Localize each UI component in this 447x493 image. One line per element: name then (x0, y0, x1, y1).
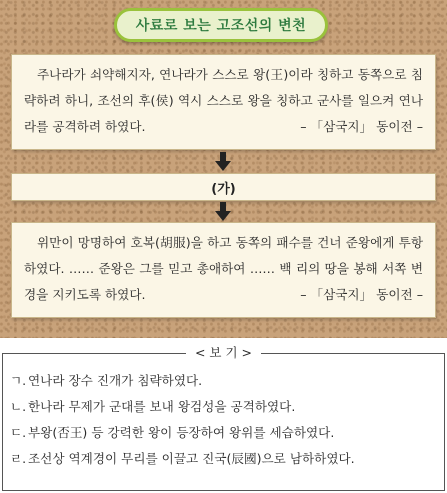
source-1-body: 주나라가 쇠약해지자, 연나라가 스스로 왕(王)이라 칭하고 동쪽으로 침략하려 하니, 조선의 후(侯) 역시 스스로 왕을 칭하고 군사를 일으켜 연나라를 공격하려 하였다. (24, 67, 423, 134)
page-title (114, 8, 328, 42)
option-text: 연나라 장수 진개가 침략하였다. (28, 373, 203, 388)
source-2-text (24, 230, 423, 308)
down-arrow-icon (214, 152, 232, 172)
source-2-citation: – 「삼국지」 동이전 – (300, 287, 423, 302)
option-marker: ㄹ. (10, 451, 27, 466)
down-arrow-icon (214, 202, 232, 222)
unknown-stage-label: (가) (211, 181, 236, 197)
option-item (10, 368, 355, 394)
option-item (10, 394, 355, 420)
options-list (10, 368, 355, 472)
option-item (10, 446, 355, 472)
option-item (10, 420, 355, 446)
source-card-2 (11, 222, 436, 318)
option-marker: ㄷ. (10, 425, 27, 440)
source-2-body: 위만이 망명하여 호복(胡服)을 하고 동쪽의 패수를 건너 준왕에게 투항하였다. …… 준왕은 그를 믿고 총애하여 …… 백 리의 땅을 봉해 서쪽 변경을 지키도록 하였다. (24, 235, 423, 302)
options-title: < 보 기 > (186, 344, 261, 362)
option-text: 부왕(否王) 등 강력한 왕이 등장하여 왕위를 세습하였다. (28, 425, 335, 440)
source-1-citation: – 「삼국지」 동이전 – (300, 119, 423, 134)
unknown-stage-card (11, 173, 436, 201)
source-1-text (24, 62, 423, 140)
option-text: 한나라 무제가 군대를 보내 왕검성을 공격하였다. (28, 399, 296, 414)
option-marker: ㄱ. (10, 373, 27, 388)
option-text: 조선상 역계경이 무리를 이끌고 진국(辰國)으로 남하하였다. (28, 451, 355, 466)
page-title-text: 사료로 보는 고조선의 변천 (135, 18, 307, 34)
option-marker: ㄴ. (10, 399, 27, 414)
source-card-1 (11, 54, 436, 150)
